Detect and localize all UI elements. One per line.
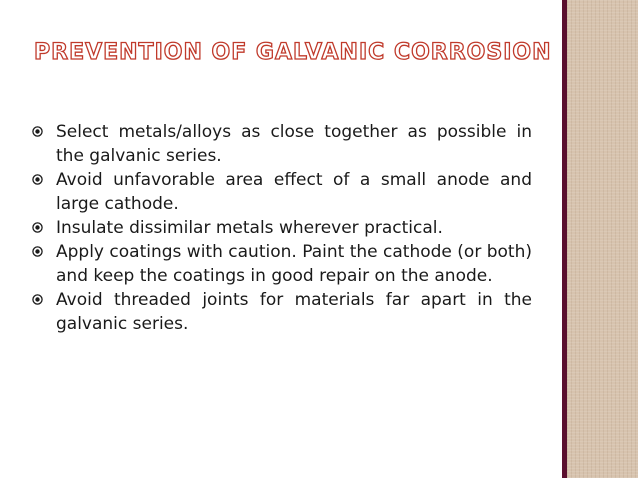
bullet-item	[56, 240, 532, 288]
bullet-item	[56, 288, 532, 336]
bullet-text: Insulate dissimilar metals wherever practical.	[56, 218, 443, 238]
circle-dot-icon	[32, 174, 43, 185]
bullet-item	[56, 120, 532, 168]
circle-dot-icon	[32, 294, 43, 305]
circle-dot-icon	[32, 222, 43, 233]
bullet-item	[56, 168, 532, 216]
decorative-sidebar	[567, 0, 638, 478]
bullet-text: Apply coatings with caution. Paint the cathode (or both) and keep the coatings in good repair on the anode.	[56, 242, 532, 286]
slide-title: PREVENTION OF GALVANIC CORROSION	[34, 40, 552, 65]
circle-dot-icon	[32, 126, 43, 137]
bullet-list	[56, 120, 532, 336]
bullet-text: Avoid threaded joints for materials far apart in the galvanic series.	[56, 290, 532, 334]
bullet-text: Avoid unfavorable area effect of a small anode and large cathode.	[56, 170, 532, 214]
bullet-item	[56, 216, 532, 240]
circle-dot-icon	[32, 246, 43, 257]
bullet-text: Select metals/alloys as close together as possible in the galvanic series.	[56, 122, 532, 166]
